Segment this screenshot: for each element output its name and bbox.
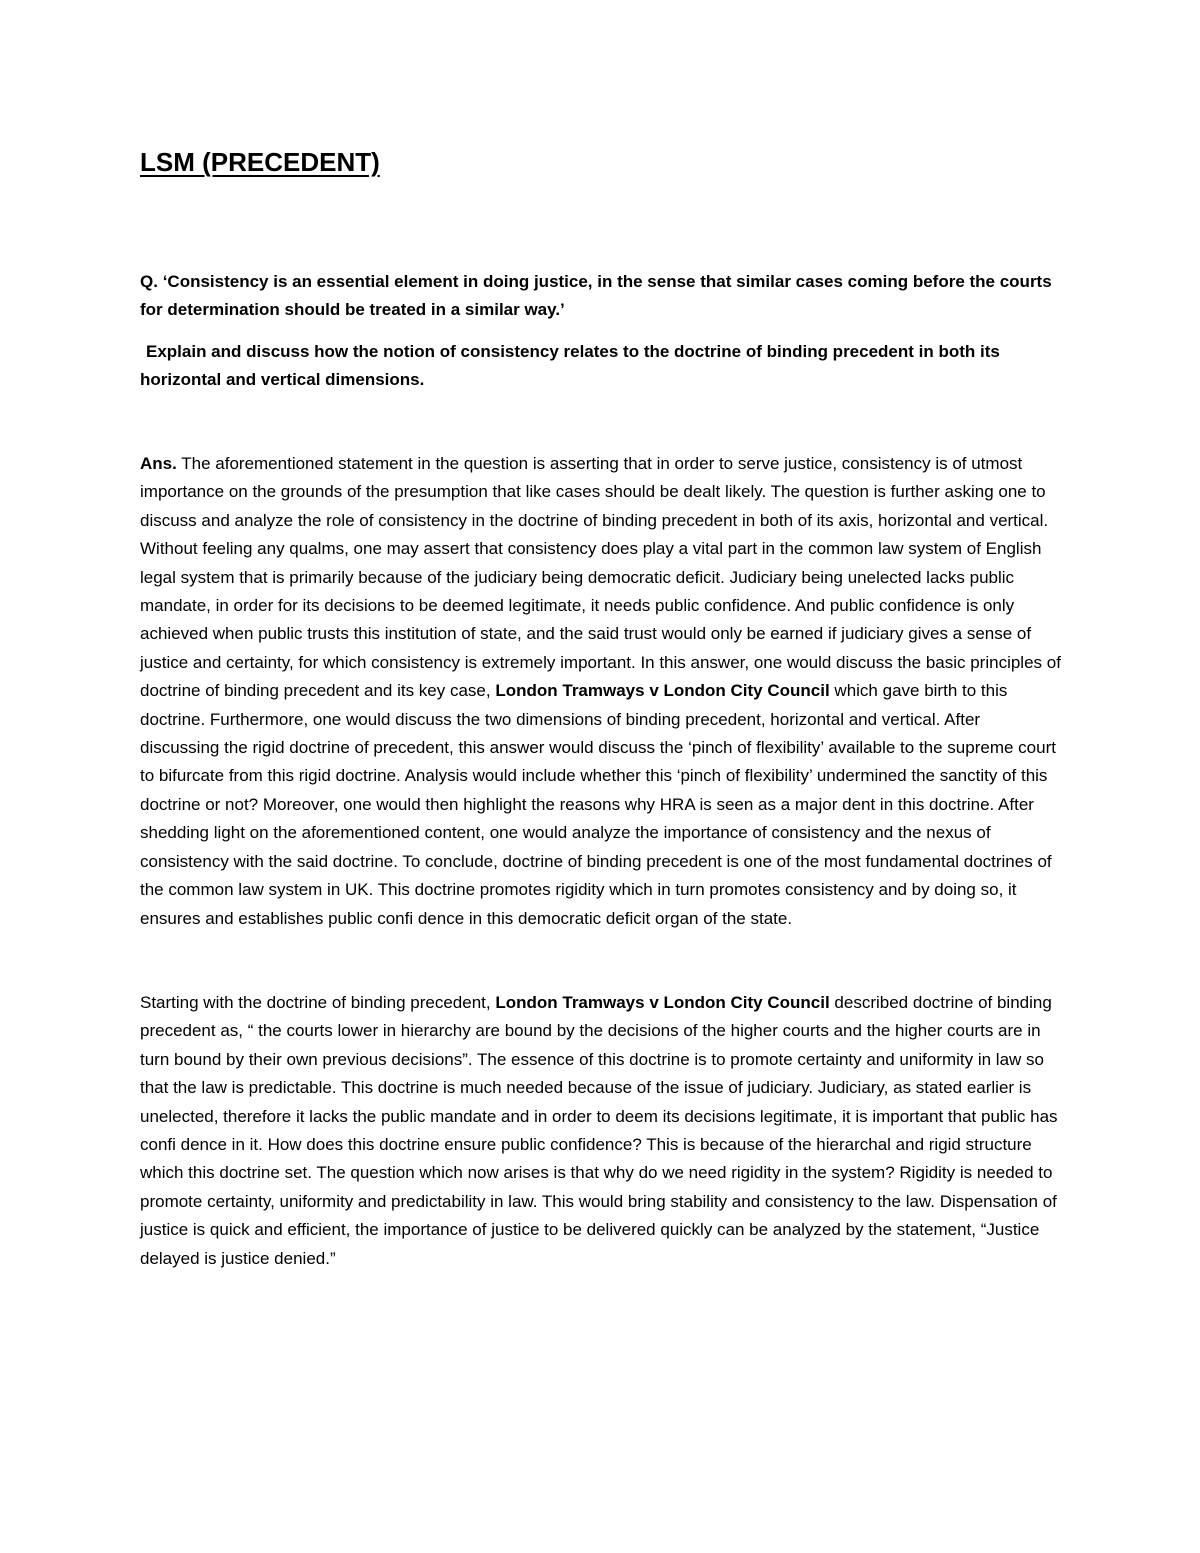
body-paragraph-2 bbox=[140, 989, 1062, 1273]
question-text: ‘Consistency is an essential element in doing justice, in the sense that similar cases coming before the courts for determination should be treated in a similar way.’ bbox=[140, 272, 1052, 319]
answer-text-part2: which gave birth to this doctrine. Furthermore, one would discuss the two dimensions of binding precedent, horizontal and vertical. After discussing the rigid doctrine of precedent, this answer would discuss the ‘pinch of flexibility’ available to the supreme court to bifurcate from this rigid doctrine. Analysis would include whether this ‘pinch of flexibility’ undermined the sanctity of this doctrine or not? Moreover, one would then highlight the reasons why HRA is seen as a major dent in this doctrine. After shedding light on the aforementioned content, one would analyze the importance of consistency and the nexus of consistency with the said doctrine. To conclude, doctrine of binding precedent is one of the most fundamental doctrines of the common law system in UK. This doctrine promotes rigidity which in turn promotes consistency and by doing so, it ensures and establishes public confi dence in this democratic deficit organ of the state. bbox=[140, 681, 1056, 928]
paragraph2-part1: Starting with the doctrine of binding precedent, bbox=[140, 992, 496, 1012]
answer-case-name: London Tramways v London City Council bbox=[495, 681, 830, 701]
question-label: Q. bbox=[140, 272, 158, 291]
document-title: LSM (PRECEDENT) bbox=[140, 147, 380, 177]
document-body bbox=[140, 146, 1062, 1273]
answer-paragraph bbox=[140, 450, 1062, 933]
paragraph2-part2: described doctrine of binding precedent as, “ the courts lower in hierarchy are bound by the decisions of the higher courts and the higher courts are in turn bound by their own previous decisions”. The essence of this doctrine is to promote certainty and uniformity in law so that the law is predictable. This doctrine is much needed because of the issue of judiciary. Judiciary, as stated earlier is unelected, therefore it lacks the public mandate and in order to deem its decisions legitimate, it is important that public has confi dence in it. How does this doctrine ensure public confidence? This is because of the hierarchal and rigid structure which this doctrine set. The question which now arises is that why do we need rigidity in the system? Rigidity is needed to promote certainty, uniformity and predictability in law. This would bring stability and consistency to the law. Dispensation of justice is quick and efficient, the importance of justice to be delivered quickly can be analyzed by the statement, “Justice delayed is justice denied.” bbox=[140, 992, 1058, 1268]
question-explain: Explain and discuss how the notion of consistency relates to the doctrine of binding precedent in both its horizontal and vertical dimensions. bbox=[140, 342, 1000, 389]
answer-text-part1: The aforementioned statement in the question is asserting that in order to serve justice, consistency is of utmost importance on the grounds of the presumption that like cases should be dealt likely. The question is further asking one to discuss and analyze the role of consistency in the doctrine of binding precedent in both of its axis, horizontal and vertical. Without feeling any qualms, one may assert that consistency does play a vital part in the common law system of English legal system that is primarily because of the judiciary being democratic deficit. Judiciary being unelected lacks public mandate, in order for its decisions to be deemed legitimate, it needs public confidence. And public confidence is only achieved when public trusts this institution of state, and the said trust would only be earned if judiciary gives a sense of justice and certainty, for which consistency is extremely important. In this answer, one would discuss the basic principles of doctrine of binding precedent and its key case, bbox=[140, 454, 1061, 701]
paragraph2-case-name: London Tramways v London City Council bbox=[495, 992, 830, 1012]
question-block bbox=[140, 268, 1062, 324]
answer-label: Ans. bbox=[140, 454, 177, 473]
